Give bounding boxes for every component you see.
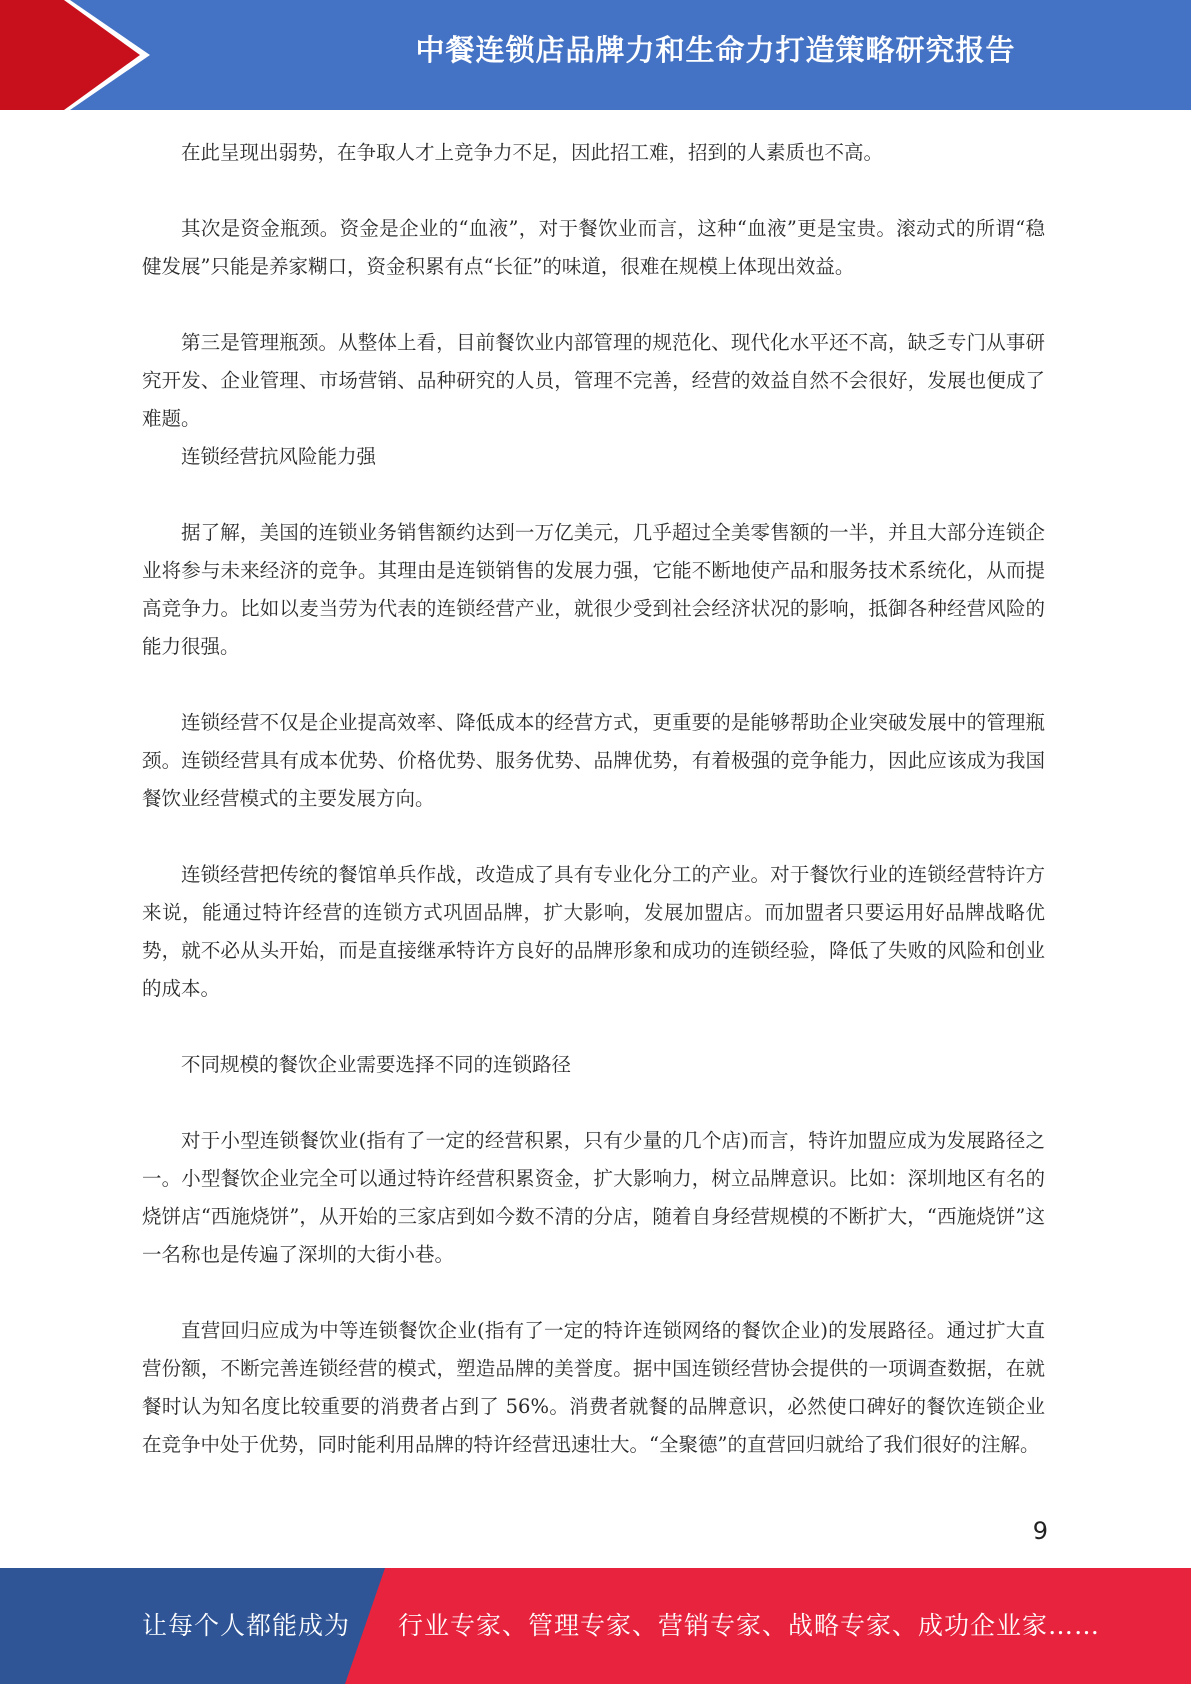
footer-slogan-left: 让每个人都能成为 (142, 1611, 351, 1640)
paragraph: 对于小型连锁餐饮业(指有了一定的经营积累，只有少量的几个店)而言，特许加盟应成为发展路径之一。小型餐饮企业完全可以通过特许经营积累资金，扩大影响力，树立品牌意识。比如：深圳地区有名的烧饼店“西施烧饼”，从开始的三家店到如今数不清的分店，随着自身经营规模的不断扩大，“西施烧饼”这一名称也是传遍了深圳的大街小巷。 (142, 1129, 1045, 1266)
paragraph: 第三是管理瓶颈。从整体上看，目前餐饮业内部管理的规范化、现代化水平还不高，缺乏专门从事研究开发、企业管理、市场营销、品种研究的人员，管理不完善，经营的效益自然不会很好，发展也便成了难题。 (142, 331, 1045, 430)
paragraph: 连锁经营不仅是企业提高效率、降低成本的经营方式，更重要的是能够帮助企业突破发展中的管理瓶颈。连锁经营具有成本优势、价格优势、服务优势、品牌优势，有着极强的竞争能力，因此应该成为我国餐饮业经营模式的主要发展方向。 (142, 711, 1045, 810)
paragraph: 据了解，美国的连锁业务销售额约达到一万亿美元，几乎超过全美零售额的一半，并且大部分连锁企业将参与未来经济的竞争。其理由是连锁销售的发展力强，它能不断地使产品和服务技术系统化，从而提高竞争力。比如以麦当劳为代表的连锁经营产业，就很少受到社会经济状况的影响，抵御各种经营风险的能力很强。 (142, 521, 1045, 658)
paragraph: 其次是资金瓶颈。资金是企业的“血液”，对于餐饮业而言，这种“血液”更是宝贵。滚动式的所谓“稳健发展”只能是养家糊口，资金积累有点“长征”的味道，很难在规模上体现出效益。 (142, 217, 1045, 278)
section-heading: 不同规模的餐饮企业需要选择不同的连锁路径 (181, 1053, 572, 1076)
paragraph: 在此呈现出弱势，在争取人才上竞争力不足，因此招工难，招到的人素质也不高。 (181, 141, 884, 164)
paragraph: 连锁经营把传统的餐馆单兵作战，改造成了具有专业化分工的产业。对于餐饮行业的连锁经营特许方来说，能通过特许经营的连锁方式巩固品牌，扩大影响，发展加盟店。而加盟者只要运用好品牌战略优势，就不必从头开始，而是直接继承特许方良好的品牌形象和成功的连锁经验，降低了失败的风险和创业的成本。 (142, 863, 1045, 1000)
report-title: 中餐连锁店品牌力和生命力打造策略研究报告 (415, 33, 1016, 67)
document-body (142, 134, 1045, 1464)
section-heading: 连锁经营抗风险能力强 (181, 445, 377, 468)
paragraph: 直营回归应成为中等连锁餐饮企业(指有了一定的特许连锁网络的餐饮企业)的发展路径。通过扩大直营份额，不断完善连锁经营的模式，塑造品牌的美誉度。据中国连锁经营协会提供的一项调查数据，在就餐时认为知名度比较重要的消费者占到了 56%。消费者就餐的品牌意识，必然使口碑好的餐饮连锁企业在竞争中处于优势，同时能利用品牌的特许经营迅速壮大。“全聚德”的直营回归就给了我们很好的注解。 (142, 1319, 1045, 1456)
page-number: 9 (1032, 1517, 1048, 1545)
page-header (0, 0, 1191, 110)
page-footer (0, 1568, 1191, 1684)
footer-slogan-right: 行业专家、管理专家、营销专家、战略专家、成功企业家…… (398, 1611, 1101, 1640)
